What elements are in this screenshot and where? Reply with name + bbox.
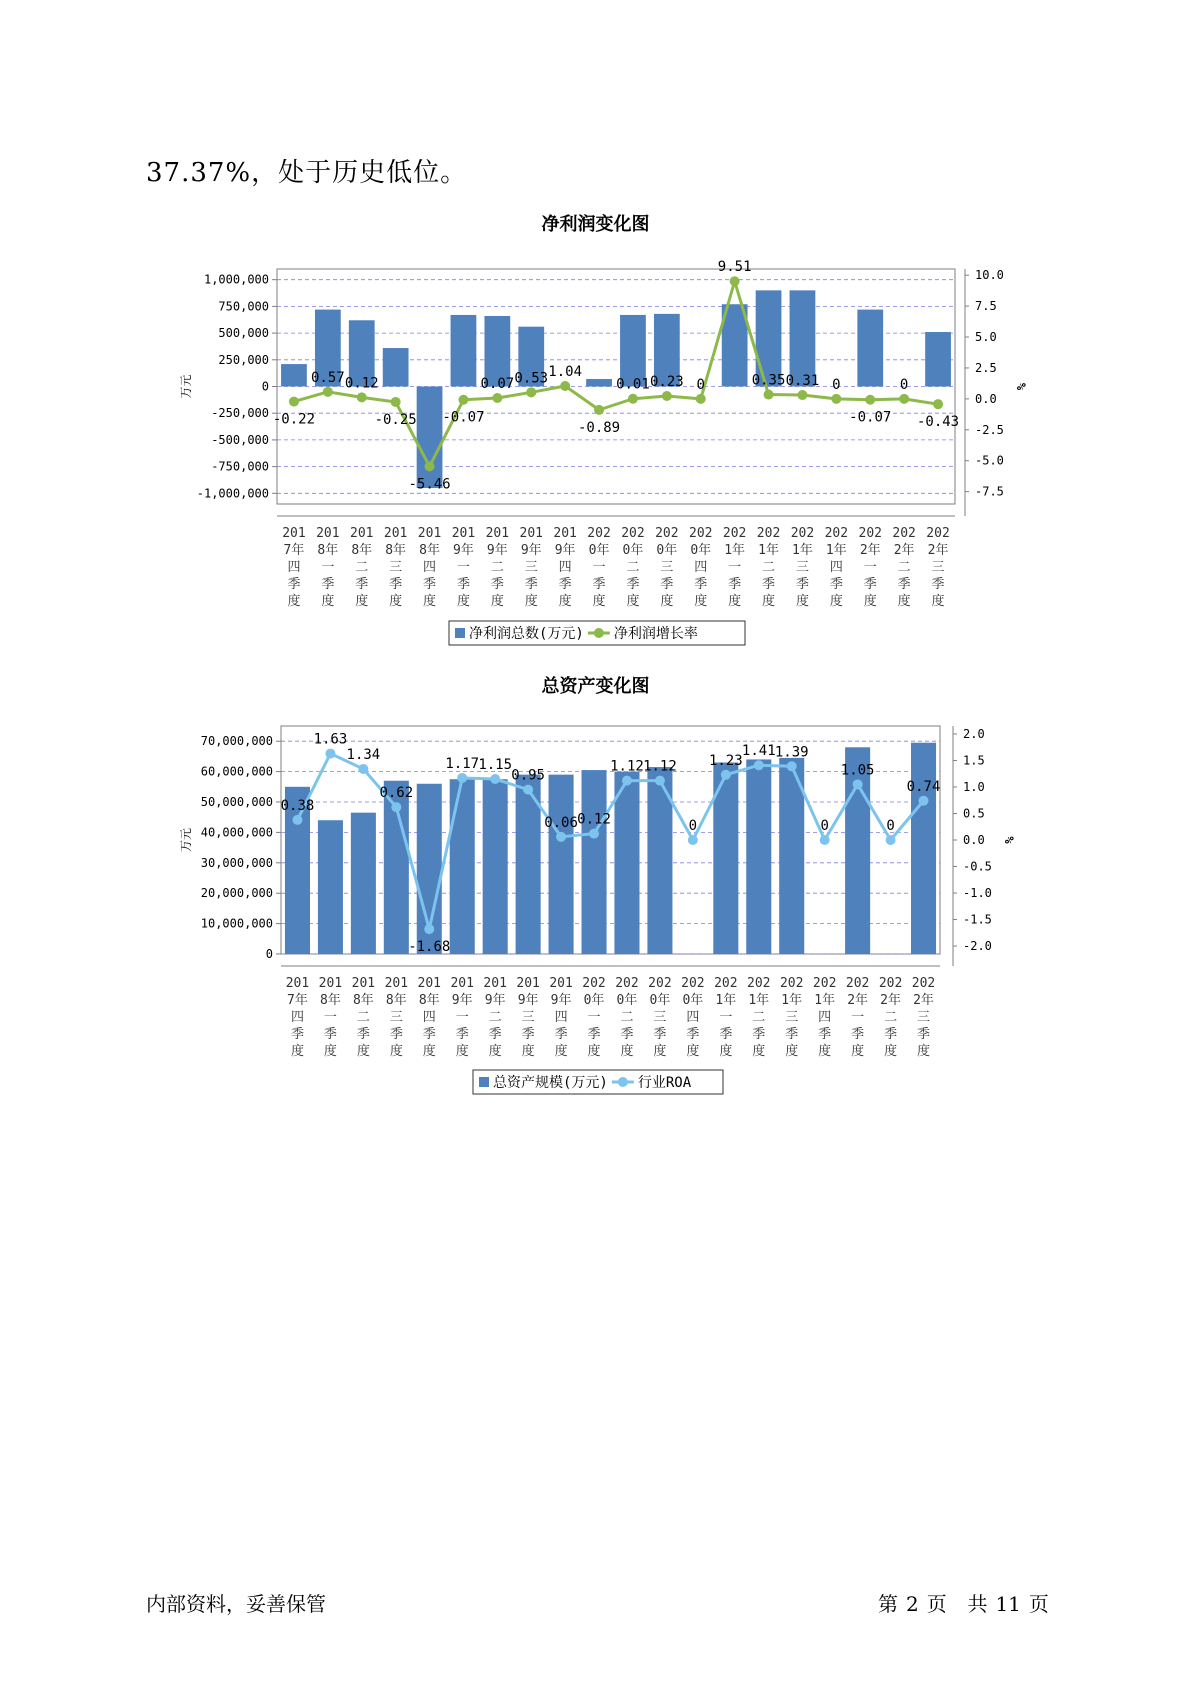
y2-tick-label: 1.0 <box>963 779 985 794</box>
line-point <box>721 770 731 780</box>
x-tick-label <box>452 526 475 609</box>
line-point <box>622 776 632 786</box>
data-label: 0.53 <box>514 370 549 387</box>
x-tick-label <box>689 526 712 609</box>
line-point <box>589 829 599 839</box>
footer-page-number <box>878 1588 1057 1617</box>
total-assets-chart <box>0 706 1191 1176</box>
y2-axis-title: % <box>1002 836 1016 844</box>
svg-text:2018年二季度: 201 8年二季度 <box>350 526 374 609</box>
svg-text:2022年一季度: 202 2年一季度 <box>858 526 882 609</box>
line-point <box>289 397 299 407</box>
data-label: 0.35 <box>751 372 786 389</box>
svg-text:2022年一季度: 202 2年一季度 <box>845 976 870 1059</box>
y2-tick-label: 5.0 <box>975 330 997 345</box>
legend-line-marker <box>594 628 604 638</box>
x-tick-label <box>319 976 342 1059</box>
line-point <box>662 391 672 401</box>
x-tick-label <box>912 976 935 1059</box>
svg-text:2018年二季度: 201 8年二季度 <box>351 976 376 1059</box>
x-tick-label <box>587 526 610 609</box>
line-point <box>865 395 875 405</box>
line-point <box>323 387 333 397</box>
svg-text:2021年二季度: 202 1年二季度 <box>747 976 771 1059</box>
data-label: 0 <box>696 376 705 393</box>
x-tick-label <box>859 526 882 609</box>
data-label: -0.89 <box>577 419 621 436</box>
svg-text:2021年二季度: 202 1年二季度 <box>756 526 781 609</box>
y-tick-label: -750,000 <box>211 459 269 474</box>
data-label: -0.22 <box>272 411 316 428</box>
y2-tick-label: 1.5 <box>963 753 985 768</box>
line-point <box>797 390 807 400</box>
x-tick-label <box>791 526 814 609</box>
svg-text:2019年二季度: 201 9年二季度 <box>485 526 510 609</box>
y2-tick-label: -1.5 <box>963 912 992 927</box>
line-point <box>754 760 764 770</box>
svg-text:2018年四季度: 201 8年四季度 <box>417 526 442 609</box>
x-tick-label <box>621 526 644 609</box>
y2-tick-label: 2.5 <box>975 360 997 375</box>
x-tick-label <box>553 526 576 609</box>
data-label: -0.07 <box>849 409 892 426</box>
y2-tick-label: 0.0 <box>975 391 997 406</box>
data-label: 0 <box>820 818 829 834</box>
svg-text:2018年三季度: 201 8年三季度 <box>384 976 409 1059</box>
legend-bar-label: 总资产规模(万元) <box>493 1075 608 1091</box>
x-tick-label <box>648 976 671 1059</box>
footer-page-part: 2 <box>906 1592 919 1616</box>
data-label: -0.07 <box>442 409 485 426</box>
y-tick-label: 250,000 <box>218 352 269 367</box>
svg-text:2020年一季度: 202 0年一季度 <box>587 526 611 609</box>
line-point <box>490 774 500 784</box>
y2-tick-label: 0.5 <box>963 806 985 821</box>
data-label: 0.12 <box>344 375 379 392</box>
data-label: 0 <box>886 818 895 834</box>
y-tick-label: 70,000,000 <box>200 734 273 749</box>
bar <box>483 779 508 954</box>
data-label: -5.46 <box>408 476 451 493</box>
data-label: 0 <box>688 818 698 834</box>
x-tick-label <box>418 976 441 1059</box>
data-label: 1.12 <box>643 758 677 775</box>
x-tick-label <box>384 526 407 609</box>
line-point <box>831 394 841 404</box>
svg-text:2020年二季度: 202 0年二季度 <box>621 526 645 609</box>
svg-text:2019年一季度: 201 9年一季度 <box>450 976 474 1059</box>
footer-confidential: 内部资料，妥善保管 <box>146 1592 326 1616</box>
data-label: 1.15 <box>478 757 513 774</box>
data-label: 9.51 <box>717 259 752 276</box>
svg-text:2019年三季度: 201 9年三季度 <box>519 526 543 609</box>
line-point <box>919 796 929 806</box>
x-tick-label <box>892 526 915 609</box>
bar <box>925 332 951 386</box>
y-axis-title: 万元 <box>179 374 193 399</box>
data-label: 0.07 <box>480 376 515 393</box>
line-point <box>730 276 740 286</box>
y2-tick-label: 0.0 <box>963 833 985 847</box>
data-label: 1.04 <box>548 364 583 381</box>
data-label: 0.95 <box>511 767 545 784</box>
y-tick-label: 20,000,000 <box>200 886 273 901</box>
bar <box>417 387 443 488</box>
data-label: 1.12 <box>610 758 644 775</box>
data-label: 0.31 <box>785 373 820 390</box>
y2-tick-label: 7.5 <box>975 299 997 314</box>
line-point <box>688 835 698 845</box>
bar <box>857 310 883 387</box>
x-tick-label <box>825 526 848 609</box>
x-tick-label <box>450 976 473 1059</box>
svg-text:2021年四季度: 202 1年四季度 <box>824 526 849 609</box>
y-tick-label: 0 <box>265 947 273 961</box>
bar <box>582 770 607 954</box>
legend-bar-label: 净利润总数(万元) <box>469 626 584 642</box>
y-tick-label: 500,000 <box>218 326 269 341</box>
y2-axis-title: % <box>1014 382 1028 391</box>
svg-text:2019年四季度: 201 9年四季度 <box>549 976 573 1059</box>
intro-text: 37.37%，处于历史低位。 <box>146 158 468 188</box>
data-label: 1.41 <box>741 743 776 760</box>
svg-text:2020年三季度: 202 0年三季度 <box>655 526 679 609</box>
svg-text:2022年二季度: 202 2年二季度 <box>878 976 903 1059</box>
svg-text:2018年一季度: 201 8年一季度 <box>316 526 340 609</box>
data-label: 0.57 <box>310 369 345 386</box>
svg-text:2021年一季度: 202 1年一季度 <box>722 526 747 609</box>
svg-text:2018年三季度: 201 8年三季度 <box>383 526 408 609</box>
chart-title-net-profit: 净利润变化图 <box>541 214 650 235</box>
data-label: 1.23 <box>708 752 743 769</box>
line-point <box>853 779 863 789</box>
bar <box>281 364 307 386</box>
line-point <box>458 395 468 405</box>
x-tick-label <box>483 976 506 1059</box>
svg-text:2021年四季度: 202 1年四季度 <box>812 976 837 1059</box>
svg-text:2018年一季度: 201 8年一季度 <box>318 976 343 1059</box>
y-tick-label: 30,000,000 <box>200 855 273 870</box>
line-point <box>391 397 401 407</box>
y-tick-label: 750,000 <box>218 299 269 314</box>
svg-text:2019年三季度: 201 9年三季度 <box>516 976 540 1059</box>
legend-bar-swatch <box>479 1077 489 1087</box>
x-tick-label <box>780 976 803 1059</box>
x-tick-label <box>286 976 309 1059</box>
svg-text:2017年四季度: 201 7年四季度 <box>285 976 310 1059</box>
data-label: 0.74 <box>906 778 941 795</box>
x-tick-label <box>879 976 902 1059</box>
data-label: 1.17 <box>445 755 480 772</box>
y-tick-label: -500,000 <box>211 432 269 447</box>
bar <box>586 379 612 386</box>
footer-page-part: 11 <box>995 1592 1021 1616</box>
x-tick-label <box>486 526 509 609</box>
svg-text:2019年一季度: 201 9年一季度 <box>451 526 476 609</box>
footer-page-part: 第 <box>878 1592 898 1616</box>
legend-line-label: 净利润增长率 <box>613 626 698 642</box>
line-point <box>425 461 435 471</box>
bar <box>614 772 639 954</box>
footer-page-part: 共 <box>967 1592 988 1616</box>
y2-tick-label: 10.0 <box>975 268 1004 283</box>
line-point <box>933 399 943 409</box>
data-label: 0.23 <box>649 374 684 391</box>
svg-text:2018年四季度: 201 8年四季度 <box>417 976 442 1059</box>
x-tick-label <box>282 526 305 609</box>
line-point <box>787 761 797 771</box>
svg-text:2022年三季度: 202 2年三季度 <box>926 526 950 609</box>
svg-text:2020年四季度: 202 0年四季度 <box>689 526 713 609</box>
x-tick-label <box>615 976 638 1059</box>
x-tick-label <box>846 976 869 1059</box>
legend-bar-swatch <box>455 628 465 638</box>
bar <box>450 779 475 954</box>
legend <box>449 621 745 645</box>
x-tick-label <box>681 976 704 1059</box>
line-point <box>594 405 604 415</box>
y-tick-label: -1,000,000 <box>196 486 269 501</box>
svg-text:2021年一季度: 202 1年一季度 <box>714 976 738 1059</box>
line-point <box>424 924 434 934</box>
bar <box>746 759 771 954</box>
data-label: 1.05 <box>840 762 875 779</box>
svg-text:2020年一季度: 202 0年一季度 <box>582 976 606 1059</box>
x-tick-label <box>655 526 678 609</box>
legend-line-marker <box>618 1077 628 1087</box>
line-point <box>556 832 566 842</box>
y2-tick-label: -2.0 <box>963 939 992 954</box>
line-point <box>357 392 367 402</box>
x-tick-label <box>723 526 746 609</box>
line-point <box>820 835 830 845</box>
bar <box>351 813 376 954</box>
x-tick-label <box>926 526 949 609</box>
chart-title-total-assets: 总资产变化图 <box>541 676 650 697</box>
y2-tick-label: -2.5 <box>975 422 1004 437</box>
svg-text:2021年三季度: 202 1年三季度 <box>790 526 815 609</box>
svg-text:2022年二季度: 202 2年二季度 <box>892 526 916 609</box>
x-tick-label <box>385 976 408 1059</box>
x-tick-label <box>350 526 373 609</box>
y2-tick-label: -0.5 <box>963 859 992 874</box>
svg-text:2017年四季度: 201 7年四季度 <box>282 526 306 609</box>
net-profit-chart <box>0 245 1191 715</box>
bar <box>549 775 574 954</box>
data-label: 0 <box>832 376 841 393</box>
y2-tick-label: -5.0 <box>975 453 1004 468</box>
svg-text:2021年三季度: 202 1年三季度 <box>779 976 804 1059</box>
line-point <box>696 394 706 404</box>
data-label: 0 <box>899 376 909 393</box>
line-point <box>628 394 638 404</box>
y2-tick-label: -1.0 <box>963 886 992 901</box>
line-point <box>325 749 335 759</box>
line-point <box>526 387 536 397</box>
line-point <box>899 394 909 404</box>
y-tick-label: -250,000 <box>211 406 269 421</box>
y2-tick-label: 2.0 <box>963 726 985 741</box>
y-tick-label: 50,000,000 <box>200 795 273 809</box>
y2-tick-label: -7.5 <box>975 484 1004 499</box>
x-tick-label <box>747 976 770 1059</box>
svg-text:2019年二季度: 201 9年二季度 <box>483 976 507 1059</box>
footer-page-part: 页 <box>1028 1592 1049 1616</box>
svg-text:2020年二季度: 202 0年二季度 <box>615 976 639 1059</box>
y-tick-label: 1,000,000 <box>203 272 269 287</box>
data-label: 0.38 <box>280 797 315 814</box>
line-point <box>523 785 533 795</box>
y-tick-label: 60,000,000 <box>200 764 273 779</box>
bar <box>911 743 936 954</box>
line-point <box>457 773 467 783</box>
data-label: 1.34 <box>346 746 381 763</box>
svg-text:2020年三季度: 202 0年三季度 <box>648 976 672 1059</box>
x-tick-label <box>418 526 441 609</box>
y-tick-label: 40,000,000 <box>200 825 273 840</box>
bar <box>383 348 409 386</box>
line-point <box>391 802 401 812</box>
svg-text:2019年四季度: 201 9年四季度 <box>553 526 577 609</box>
line-point <box>655 776 665 786</box>
svg-text:2020年四季度: 202 0年四季度 <box>681 976 705 1059</box>
y-tick-label: 0 <box>261 379 269 394</box>
line-point <box>764 390 774 400</box>
svg-text:2022年三季度: 202 2年三季度 <box>911 976 936 1059</box>
line-point <box>358 764 368 774</box>
bar <box>318 820 343 954</box>
x-tick-label <box>352 976 375 1059</box>
data-label: 0.06 <box>544 814 578 831</box>
data-label: 0.12 <box>577 811 611 828</box>
x-tick-label <box>549 976 572 1059</box>
x-tick-label <box>582 976 605 1059</box>
x-tick-label <box>516 976 539 1059</box>
line-point <box>492 393 502 403</box>
x-tick-label <box>316 526 339 609</box>
data-label: -1.68 <box>408 939 451 956</box>
line-point <box>292 815 302 825</box>
legend-line-label: 行业ROA <box>637 1075 692 1091</box>
y-axis-title: 万元 <box>179 827 193 853</box>
legend <box>473 1070 723 1094</box>
y-tick-label: 10,000,000 <box>200 916 273 931</box>
data-label: 1.63 <box>313 731 348 748</box>
data-label: -0.43 <box>916 414 960 431</box>
data-label: 1.39 <box>774 744 809 761</box>
data-label: -0.25 <box>374 411 417 428</box>
data-label: 0.62 <box>379 785 414 802</box>
line-point <box>560 381 570 391</box>
x-tick-label <box>757 526 780 609</box>
x-tick-label <box>714 976 737 1059</box>
x-tick-label <box>813 976 836 1059</box>
x-tick-label <box>520 526 543 609</box>
footer-page-part: 页 <box>926 1592 947 1616</box>
bar <box>451 315 477 387</box>
line-point <box>886 835 896 845</box>
data-label: 0.01 <box>616 376 650 393</box>
